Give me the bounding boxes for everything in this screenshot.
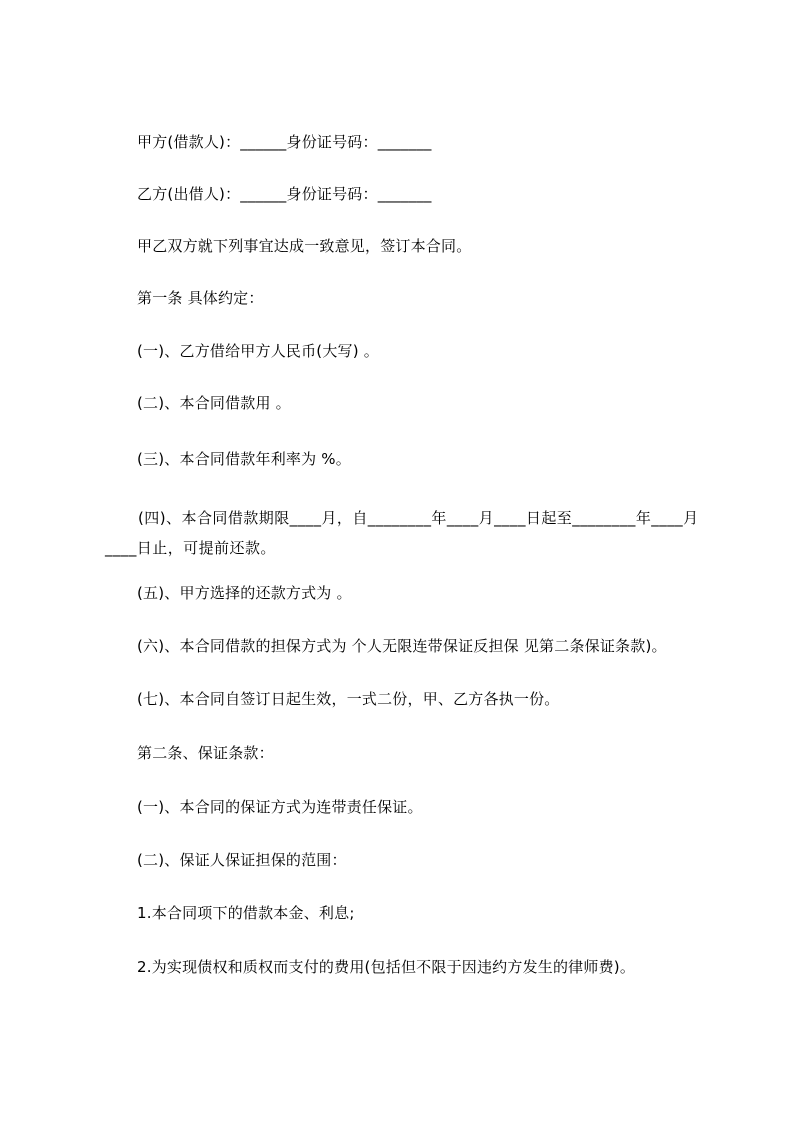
article-1-item-2: (二)、本合同借款用 。	[137, 394, 291, 412]
article-1-item-5: (五)、甲方选择的还款方式为 。	[137, 584, 352, 602]
article-2-item-1: (一)、本合同的保证方式为连带责任保证。	[137, 798, 423, 816]
agreement-statement: 甲乙双方就下列事宜达成一致意见，签订本合同。	[137, 237, 472, 255]
article-2-clause-1: 1.本合同项下的借款本金、利息;	[137, 904, 355, 922]
article-2-clause-2: 2.为实现债权和质权而支付的费用(包括但不限于因违约方发生的律师费)。	[137, 958, 636, 976]
article-1-item-3: (三)、本合同借款年利率为 %。	[137, 450, 351, 468]
article-1-title: 第一条 具体约定：	[137, 289, 264, 307]
article-1-item-7: (七)、本合同自签订日起生效，一式二份，甲、乙方各执一份。	[137, 690, 560, 708]
article-1-item-1: (一)、乙方借给甲方人民币(大写) 。	[137, 342, 379, 360]
party-a-line: 甲方(借款人)：______身份证号码：_______	[137, 133, 432, 151]
article-1-item-6: (六)、本合同借款的担保方式为 个人无限连带保证反担保 见第二条保证条款)。	[137, 637, 667, 655]
article-2-title: 第二条、保证条款：	[137, 744, 274, 762]
article-1-item-4: (四)、本合同借款期限____月，自________年____月____日起至________年____月____日止，可提前还款。	[105, 509, 699, 557]
party-b-line: 乙方(出借人)：______身份证号码：_______	[137, 185, 432, 203]
article-2-item-2: (二)、保证人保证担保的范围：	[137, 851, 347, 869]
